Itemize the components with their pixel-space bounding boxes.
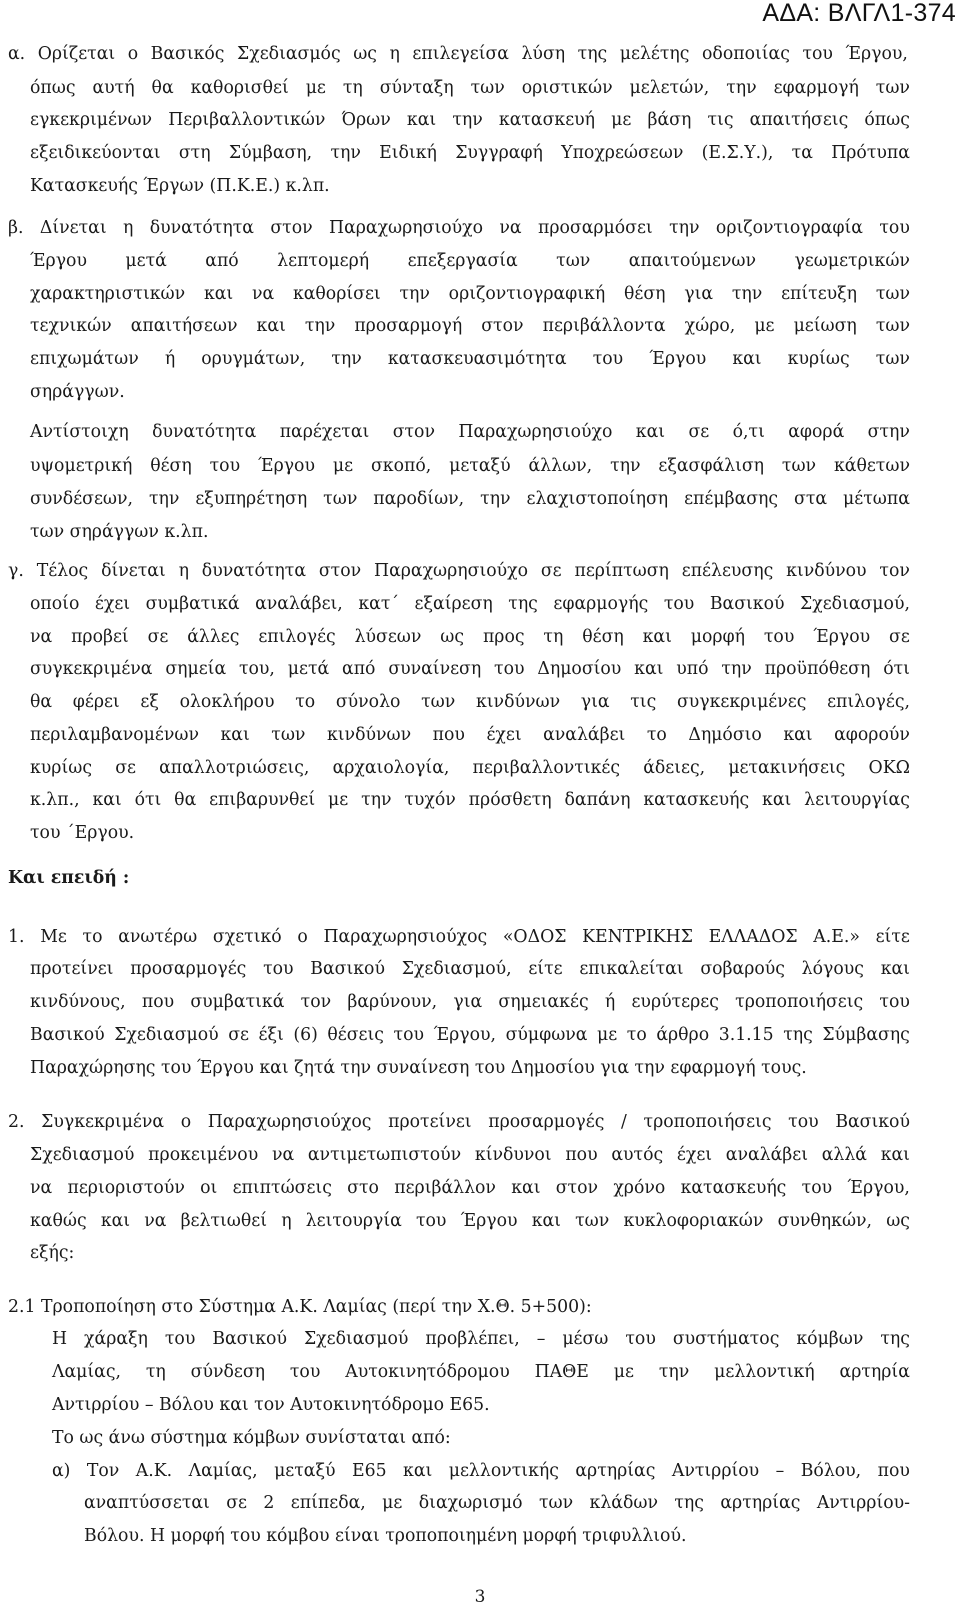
text-line: Βόλου. Η μορφή του κόμβου είναι τροποποιημένη μορφή τριφυλλιού.	[84, 1526, 687, 1546]
text-line: εξής:	[30, 1243, 75, 1263]
text-line: προτείνει προσαρμογές του Βασικού Σχεδιασμού, είτε επικαλείται σοβαρούς λόγους και	[30, 959, 910, 979]
text-line: του ΄Εργου.	[30, 823, 135, 843]
text-line: εξειδικεύονται στη Σύμβαση, την Ειδική Συγγραφή Υποχρεώσεων (Ε.Σ.Υ.), τα Πρότυπα	[30, 143, 910, 163]
text-line: 2.1 Τροποποίηση στο Σύστημα Α.Κ. Λαμίας (περί την Χ.Θ. 5+500):	[8, 1297, 592, 1317]
text-line: 1. Με το ανωτέρω σχετικό ο Παραχωρησιούχος «ΟΔΟΣ ΚΕΝΤΡΙΚΗΣ ΕΛΛΑΔΟΣ Α.Ε.» είτε	[8, 927, 910, 947]
text-line: των σηράγγων κ.λπ.	[30, 522, 209, 542]
text-line: επιχωμάτων ή ορυγμάτων, την κατασκευασιμότητα του Έργου και κυρίως των	[30, 349, 910, 369]
text-line: να περιοριστούν οι επιπτώσεις στο περιβάλλον και στον χρόνο κατασκευής του Έργου,	[30, 1178, 910, 1198]
page-number: 3	[474, 1587, 486, 1607]
text-line: αναπτύσσεται σε 2 επίπεδα, με διαχωρισμό των κλάδων της αρτηρίας Αντιρρίου-	[84, 1493, 910, 1513]
text-line: Αντιρρίου – Βόλου και τον Αυτοκινητόδρομο Ε65.	[52, 1395, 490, 1415]
text-line: β. Δίνεται η δυνατότητα στον Παραχωρησιούχο να προσαρμόσει την οριζοντιογραφία του	[8, 218, 910, 238]
text-line: όπως αυτή θα καθορισθεί με τη σύνταξη των οριστικών μελετών, την εφαρμογή των	[30, 78, 910, 98]
text-line: υψομετρική θέση του Έργου με σκοπό, μεταξύ άλλων, την εξασφάλιση των κάθετων	[30, 456, 910, 476]
text-line: Λαμίας, τη σύνδεση του Αυτοκινητόδρομου ΠΑΘΕ με την μελλοντική αρτηρία	[52, 1362, 910, 1382]
text-line: συγκεκριμένα σημεία του, μετά από συναίνεση του Δημοσίου και υπό την προϋπόθεση ότι	[30, 659, 910, 679]
text-line: συνδέσεων, την εξυπηρέτηση των παροδίων, την ελαχιστοποίηση επέμβασης στα μέτωπα	[30, 489, 910, 509]
text-line: εγκεκριμένων Περιβαλλοντικών Όρων και την κατασκευή με βάση τις απαιτήσεις όπως	[30, 110, 910, 130]
text-line: Η χάραξη του Βασικού Σχεδιασμού προβλέπει, – μέσω του συστήματος κόμβων της	[52, 1329, 910, 1349]
text-line: γ. Τέλος δίνεται η δυνατότητα στον Παραχωρησιούχο σε περίπτωση επέλευσης κινδύνου τον	[8, 561, 910, 581]
text-line: καθώς και να βελτιωθεί η λειτουργία του Έργου και των κυκλοφοριακών συνθηκών, ως	[30, 1211, 910, 1231]
text-line: Έργου μετά από λεπτομερή επεξεργασία των απαιτούμενων γεωμετρικών	[30, 251, 910, 271]
text-line: Σχεδιασμού προκειμένου να αντιμετωπιστούν κίνδυνοι που αυτός έχει αναλάβει αλλά και	[30, 1145, 910, 1165]
text-line: Κατασκευής Έργων (Π.Κ.Ε.) κ.λπ.	[30, 176, 330, 196]
text-line: περιλαμβανομένων και των κινδύνων που έχει αναλάβει το Δημόσιο και αφορούν	[30, 725, 910, 745]
section-heading: Και επειδή :	[8, 868, 130, 888]
text-line: κινδύνους, που συμβατικά τον βαρύνουν, για σημειακές ή ευρύτερες τροποποιήσεις του	[30, 992, 910, 1012]
text-line: κ.λπ., και ότι θα επιβαρυνθεί με την τυχόν πρόσθετη δαπάνη κατασκευής και λειτουργίας	[30, 790, 910, 810]
text-line: α. Ορίζεται ο Βασικός Σχεδιασμός ως η επιλεγείσα λύση της μελέτης οδοποιίας του Έργου,	[8, 44, 908, 64]
text-line: χαρακτηριστικών και να καθορίσει την οριζοντιογραφική θέση για την επίτευξη των	[30, 284, 910, 304]
text-line: οποίο έχει συμβατικά αναλάβει, κατ΄ εξαίρεση της εφαρμογής του Βασικού Σχεδιασμού,	[30, 594, 910, 614]
text-line: α) Τον Α.Κ. Λαμίας, μεταξύ Ε65 και μελλοντικής αρτηρίας Αντιρρίου – Βόλου, που	[52, 1461, 910, 1481]
text-line: Βασικού Σχεδιασμού σε έξι (6) θέσεις του Έργου, σύμφωνα με το άρθρο 3.1.15 της Σύμβασης	[30, 1025, 910, 1045]
text-line: Παραχώρησης του Έργου και ζητά την συναίνεση του Δημοσίου για την εφαρμογή τους.	[30, 1058, 807, 1078]
text-line: Το ως άνω σύστημα κόμβων συνίσταται από:	[52, 1428, 451, 1448]
text-line: να προβεί σε άλλες επιλογές λύσεων ως προς τη θέση και μορφή του Έργου σε	[30, 627, 910, 647]
text-line: σηράγγων.	[30, 382, 125, 402]
text-line: 2. Συγκεκριμένα ο Παραχωρησιούχος προτείνει προσαρμογές / τροποποιήσεις του Βασικού	[8, 1112, 910, 1132]
text-line: Αντίστοιχη δυνατότητα παρέχεται στον Παραχωρησιούχο και σε ό,τι αφορά στην	[30, 422, 910, 442]
text-line: τεχνικών απαιτήσεων και την προσαρμογή στον περιβάλλοντα χώρο, με μείωση των	[30, 316, 910, 336]
text-line: θα φέρει εξ ολοκλήρου το σύνολο των κινδύνων για τις συγκεκριμένες επιλογές,	[30, 692, 910, 712]
text-line: κυρίως σε απαλλοτριώσεις, αρχαιολογία, περιβαλλοντικές άδειες, μετακινήσεις ΟΚΩ	[30, 758, 910, 778]
ada-code: ΑΔΑ: ΒΛΓΛ1-374	[762, 0, 956, 27]
